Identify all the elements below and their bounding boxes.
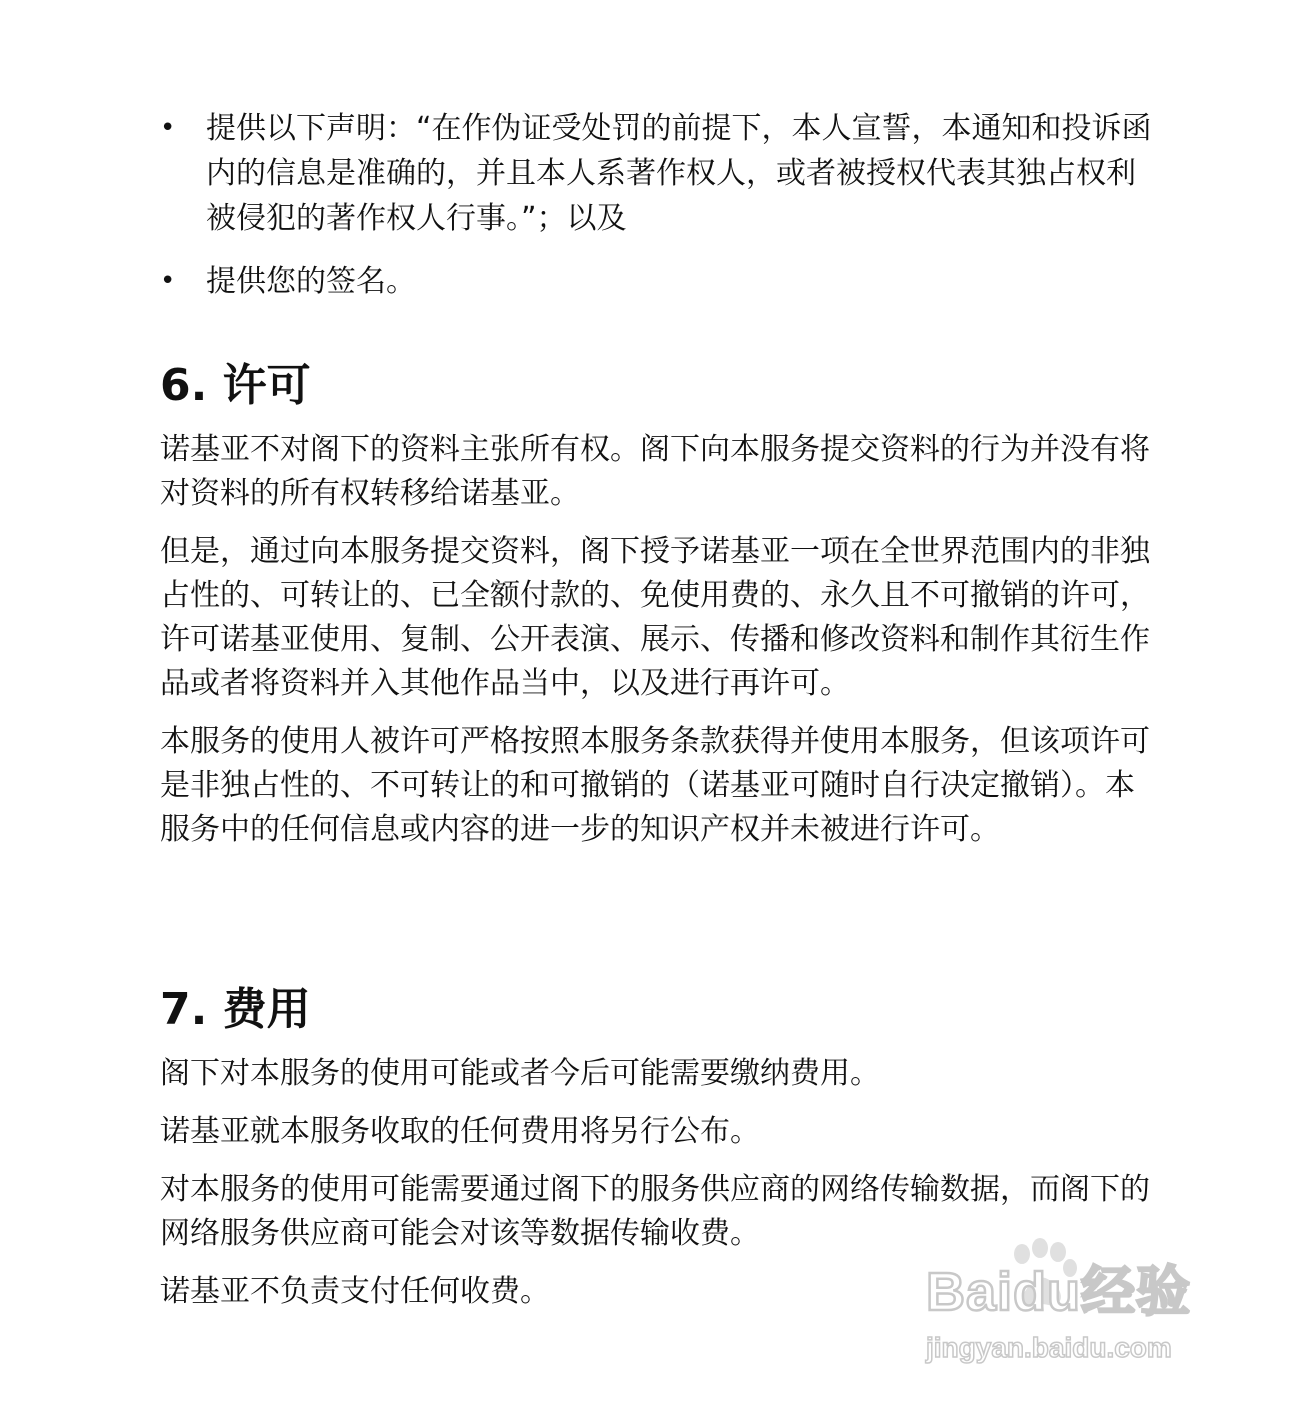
paragraph: 诺基亚不负责支付任何收费。 — [160, 1274, 550, 1309]
paw-logo-icon — [918, 1232, 1228, 1372]
list-item — [160, 259, 1160, 304]
bullet-marker: • — [160, 266, 176, 296]
bullet-marker: • — [160, 113, 176, 143]
baidu-jingyan-watermark — [918, 1232, 1228, 1372]
section-title: 7. 费用 — [160, 984, 311, 1035]
watermark-brand: Baidu经验 — [926, 1262, 1192, 1322]
paragraph: 诺基亚不对阁下的资料主张所有权。阁下向本服务提交资料的行为并没有将对资料的所有权转移给诺基亚。 — [160, 432, 1150, 511]
section-license — [160, 358, 1155, 852]
paragraph: 本服务的使用人被许可严格按照本服务条款获得并使用本服务，但该项许可是非独占性的、不可转让的和可撤销的（诺基亚可随时自行决定撤销）。本服务中的任何信息或内容的进一步的知识产权并未被进行许可。 — [160, 724, 1150, 847]
paragraph: 诺基亚就本服务收取的任何费用将另行公布。 — [160, 1114, 760, 1149]
bullet-list — [160, 106, 1160, 322]
bullet-text: 提供以下声明：“在作伪证受处罚的前提下，本人宣誓，本通知和投诉函内的信息是准确的，并且本人系著作权人，或者被授权代表其独占权利被侵犯的著作权人行事。”；以及 — [206, 111, 1152, 236]
paragraph: 对本服务的使用可能需要通过阁下的服务供应商的网络传输数据，而阁下的网络服务供应商可能会对该等数据传输收费。 — [160, 1172, 1150, 1251]
paragraph: 但是，通过向本服务提交资料，阁下授予诺基亚一项在全世界范围内的非独占性的、可转让的、已全额付款的、免使用费的、永久且不可撤销的许可，许可诺基亚使用、复制、公开表演、展示、传播和修改资料和制作其衍生作品或者将资料并入其他作品当中，以及进行再许可。 — [160, 534, 1150, 701]
section-title: 6. 许可 — [160, 360, 311, 411]
bullet-text: 提供您的签名。 — [206, 264, 416, 299]
watermark-url: jingyan.baidu.com — [926, 1332, 1172, 1363]
list-item — [160, 106, 1160, 241]
paragraph: 阁下对本服务的使用可能或者今后可能需要缴纳费用。 — [160, 1056, 880, 1091]
